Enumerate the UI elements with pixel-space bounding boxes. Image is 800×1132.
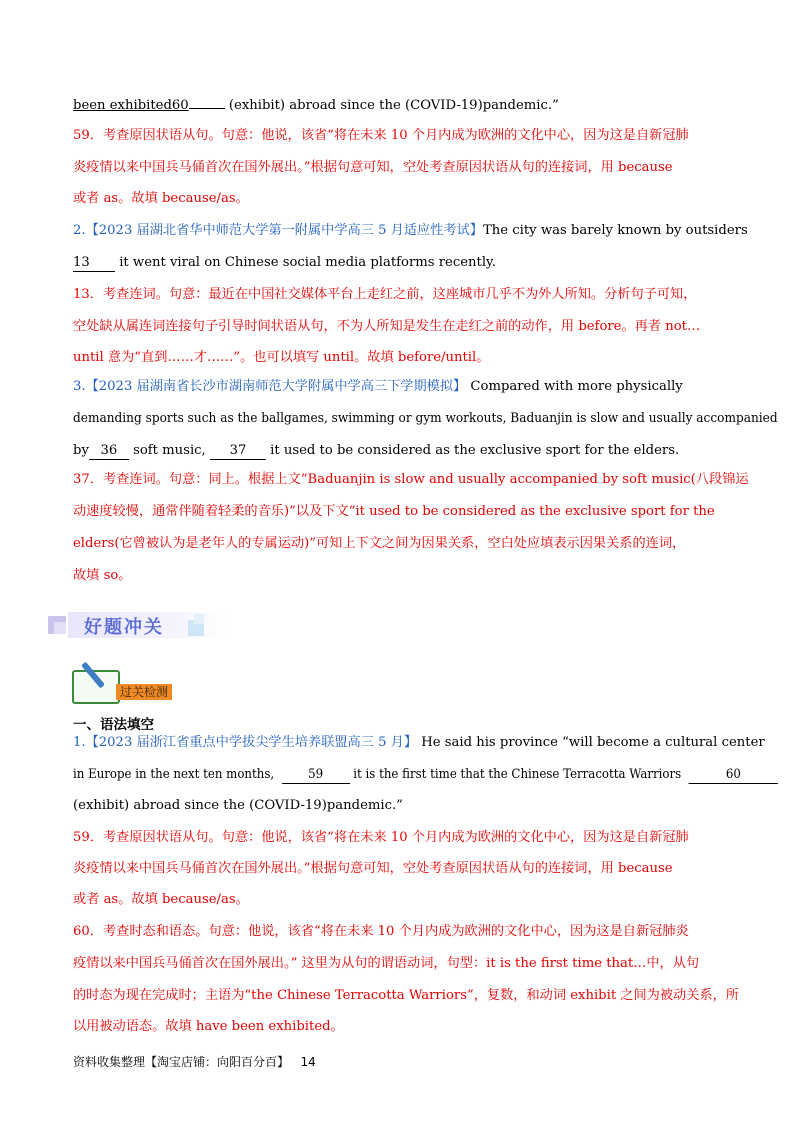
- question-line: [73, 442, 679, 460]
- section-title: 一、语法填空: [73, 717, 154, 733]
- explanation-line: 故填 so。: [73, 568, 132, 583]
- decor-square: [194, 614, 204, 624]
- underlined-text: been exhibited60: [73, 98, 189, 113]
- explanation-line: 59．考查原因状语从句。句意：他说，该省“将在未来 10 个月内成为欧洲的文化中心，因为这是自新冠肺: [73, 128, 689, 143]
- page-footer: [73, 1053, 316, 1070]
- question-line: [73, 222, 748, 240]
- text-segment: by: [73, 443, 89, 458]
- answer-blank: 59: [282, 767, 350, 784]
- explanation-line: until 意为“直到……才……”。也可以填写 until。故填 before/until。: [73, 350, 490, 365]
- explanation-line: elders(它曾被认为是老年人的专属运动)”可知上下文之间为因果关系，空白处应填表示因果关系的连词，: [73, 536, 686, 551]
- question-source: 1.【2023 届浙江省重点中学拔尖学生培养联盟高三 5 月】: [73, 735, 418, 750]
- answer-blank: 13: [73, 255, 115, 272]
- explanation-line: 以用被动语态。故填 have been exhibited。: [73, 1019, 344, 1034]
- explanation-line: 炎疫情以来中国兵马俑首次在国外展出。”根据句意可知，空处考查原因状语从句的连接词，用 because: [73, 861, 673, 876]
- explanation-line: 37．考查连词。句意：同上。根据上文“Baduanjin is slow and usually accompanied by soft music(八段锦运: [73, 472, 749, 487]
- text-segment: The city was barely known by outsiders: [482, 223, 748, 238]
- text-line: [73, 97, 559, 115]
- text-segment: it went viral on Chinese social media platforms recently.: [115, 255, 496, 270]
- question-source: 3.【2023 届湖南省长沙市湖南师范大学附属中学高三下学期模拟】: [73, 379, 467, 394]
- question-line: demanding sports such as the ballgames, swimming or gym workouts, Baduanjin is slow and usually accompanied: [73, 411, 778, 426]
- text-segment: it used to be considered as the exclusive sport for the elders.: [265, 443, 680, 458]
- banner-title: 好题冲关: [84, 617, 164, 638]
- explanation-line: 的时态为现在完成时；主语为“the Chinese Terracotta Warriors”，复数，和动词 exhibit 之间为被动关系，所: [73, 988, 739, 1003]
- answer-blank: 36: [89, 443, 129, 460]
- question-line: [73, 734, 765, 752]
- text-segment: it is the first time that the Chinese Terracotta Warriors: [349, 767, 682, 782]
- book-pen-icon: [72, 660, 182, 706]
- section-banner: [48, 610, 208, 644]
- page-number: 14: [300, 1055, 316, 1069]
- explanation-line: 或者 as。故填 because/as。: [73, 191, 249, 206]
- answer-blank: [189, 108, 225, 109]
- question-line: [73, 254, 496, 272]
- text-segment: Compared with more physically: [466, 379, 683, 394]
- question-line: (exhibit) abroad since the (COVID-19)pandemic.”: [73, 798, 403, 813]
- decor-square: [54, 622, 66, 634]
- explanation-line: 60．考查时态和语态。句意：他说，该省“将在未来 10 个月内成为欧洲的文化中心，因为这是自新冠肺炎: [73, 924, 689, 939]
- explanation-line: 或者 as。故填 because/as。: [73, 892, 249, 907]
- explanation-line: 炎疫情以来中国兵马俑首次在国外展出。”根据句意可知，空处考查原因状语从句的连接词，用 because: [73, 160, 673, 175]
- explanation-line: 疫情以来中国兵马俑首次在国外展出。” 这里为从句的谓语动词，句型：it is the first time that…中，从句: [73, 956, 700, 971]
- answer-blank: 37: [210, 443, 266, 460]
- question-source: 2.【2023 届湖北省华中师范大学第一附属中学高三 5 月适应性考试】: [73, 223, 483, 238]
- answer-blank: 60: [689, 767, 778, 784]
- text-segment: He said his province “will become a cultural center: [417, 735, 765, 750]
- explanation-line: 空处缺从属连词连接句子引导时间状语从句，不为人所知是发生在走红之前的动作，用 before。再者 not…: [73, 319, 701, 334]
- explanation-line: 13．考查连词。句意：最近在中国社交媒体平台上走红之前，这座城市几乎不为外人所知。分析句子可知，: [73, 287, 697, 302]
- footer-text: 资料收集整理【淘宝店铺：向阳百分百】: [73, 1055, 290, 1069]
- text-segment: soft music,: [128, 443, 206, 458]
- question-line: [73, 766, 778, 784]
- text-segment: (exhibit) abroad since the (COVID-19)pandemic.”: [224, 98, 559, 113]
- explanation-line: 动速度较慢，通常伴随着轻柔的音乐)”以及下文“it used to be considered as the exclusive sport for the: [73, 504, 715, 519]
- badge-label: 过关检测: [116, 684, 172, 700]
- explanation-line: 59．考查原因状语从句。句意：他说，该省“将在未来 10 个月内成为欧洲的文化中心，因为这是自新冠肺: [73, 830, 689, 845]
- question-line: [73, 378, 683, 396]
- text-segment: in Europe in the next ten months,: [73, 767, 275, 782]
